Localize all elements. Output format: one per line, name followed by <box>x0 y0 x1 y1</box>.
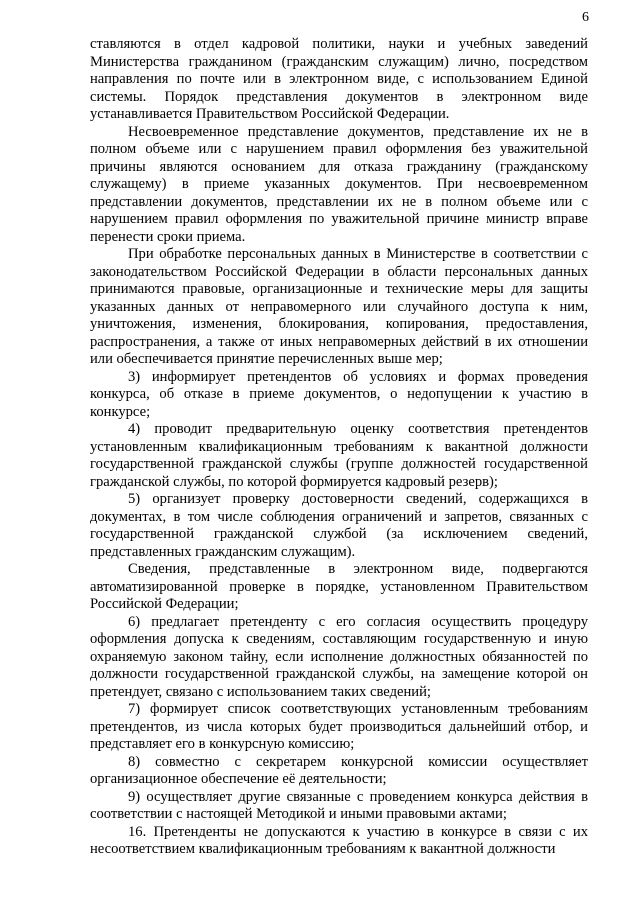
list-item-3: 3) информирует претендентов об условиях и формах проведения конкурса, об отказе в приеме документов, о недопущении к участию в конкурсе; <box>90 368 588 420</box>
list-item-4: 4) проводит предварительную оценку соответствия претендентов установленным квалификационным требованиям к вакантной должности государственной гражданской службы (группе должностей государственной гражданской службы, по которой формируется кадровый резерв); <box>90 421 588 490</box>
paragraph-personal-data: При обработке персональных данных в Министерстве в соответствии с законодательством Российской Федерации в области персональных данных принимаются правовые, организационные и технические меры для защиты указанных данных от неправомерного или случайного доступа к ним, уничтожения, изменения, блокирования, копирования, предоставления, распространения, а также от иных неправомерных действий в их отношении или обеспечивается принятие перечисленных выше мер; <box>90 246 588 367</box>
list-item-5: 5) организует проверку достоверности сведений, содержащихся в документах, в том числе соблюдения ограничений и запретов, связанных с государственной гражданской службой (за исключением сведений, представленных гражданским служащим). <box>90 491 588 560</box>
section-16: 16. Претенденты не допускаются к участию в конкурсе в связи с их несоответствием квалификационным требованиям к вакантной должности <box>90 823 588 857</box>
page-number: 6 <box>582 10 589 25</box>
document-body <box>90 36 588 859</box>
list-item-9: 9) осуществляет другие связанные с проведением конкурса действия в соответствии с настоящей Методикой и иными правовыми актами; <box>90 788 588 822</box>
list-item-6: 6) предлагает претенденту с его согласия осуществить процедуру оформления допуска к сведениям, составляющим государственную и иную охраняемую законом тайну, если исполнение должностных обязанностей по должности государственной гражданской службы, на замещение которой он претендует, связано с использованием таких сведений; <box>90 613 588 700</box>
paragraph-late-submission: Несвоевременное представление документов, представление их не в полном объеме или с нарушением правил оформления без уважительной причины являются основанием для отказа гражданину (гражданскому служащему) в приеме указанных документов. При несвоевременном представлении документов, представлении их не в полном объеме или с нарушением правил оформления по уважительной причине министр вправе перенести сроки приема. <box>90 123 588 245</box>
list-item-8: 8) совместно с секретарем конкурсной комиссии осуществляет организационное обеспечение её деятельности; <box>90 753 588 787</box>
list-item-7: 7) формирует список соответствующих установленным требованиям претендентов, из числа которых будет производиться дальнейший отбор, и представляет его в конкурсную комиссию; <box>90 701 588 752</box>
paragraph-continuation: ставляются в отдел кадровой политики, науки и учебных заведений Министерства гражданином (гражданским служащим) лично, посредством направления по почте или в электронном виде, с использованием Единой системы. Порядок представления документов в электронном виде устанавливается Правительством Российской Федерации. <box>90 36 588 122</box>
paragraph-electronic-check: Сведения, представленные в электронном виде, подвергаются автоматизированной проверке в порядке, установленном Правительством Российской Федерации; <box>90 561 588 612</box>
